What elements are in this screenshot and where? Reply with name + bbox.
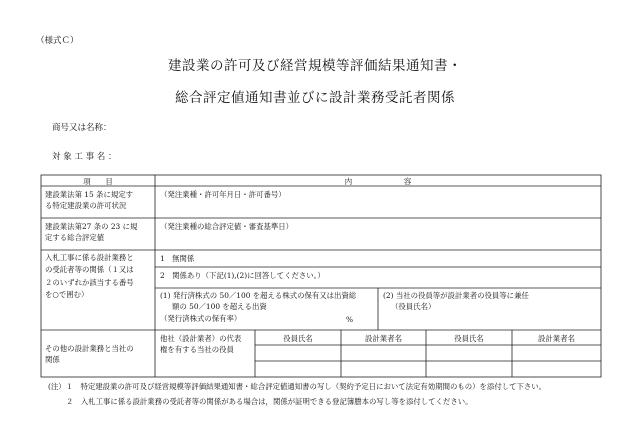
other-mid-label <box>160 333 241 356</box>
other-mid-line2: 権を有する当社の役員 <box>160 345 234 355</box>
page-title-line1: 建設業の許可及び経営規模等評価結果通知書・ <box>168 58 462 74</box>
relationship-option-2[interactable]: 2 関係あり（下記(1),(2)に回答してください。） <box>160 271 325 280</box>
permit-content: （発注業種・許可年月日・許可番号） <box>160 190 286 199</box>
relationship-option-1[interactable]: 1 無関係 <box>160 254 195 263</box>
relationship-label-line2: の受託者等の関係（１又は <box>45 265 134 275</box>
note-2: ２ 入札工事に係る設計業務の受託者等の関係がある場合は，関係が証明できる登記簿謄本の写し等を添付してください。 <box>66 397 473 406</box>
other-col-designer-2: 設計業者名 <box>538 334 575 343</box>
other-mid-line1: 他社（設計業者）の代表 <box>160 334 242 343</box>
page-title-line2: 総合評定値通知書並びに設計業務受託者関係 <box>175 90 455 106</box>
relationship-label-line4: を○で囲む） <box>45 290 89 300</box>
sub1-line2: 額の 50／100 を超える出資 <box>172 302 267 312</box>
other-label <box>45 343 134 366</box>
relationship-label-line3: ２のいずれか該当する番号 <box>45 277 134 287</box>
form-label: （様式Ｃ） <box>36 36 79 46</box>
relationship-sub2 <box>383 290 529 313</box>
project-name-label: 対 象 工 事 名 ： <box>52 152 117 162</box>
relationship-sub1 <box>160 290 356 324</box>
evaluation-label-line1: 建設業法第27 条の 23 に規 <box>45 222 138 231</box>
evaluation-label <box>45 221 137 244</box>
relationship-label <box>45 252 134 302</box>
sub2-line2: （役員氏名） <box>391 302 436 312</box>
evaluation-label-line2: 定する総合評定値 <box>45 233 105 243</box>
sub1-line3: （発行済株式の保有率） <box>160 313 242 323</box>
sub1-percent: % <box>346 315 354 324</box>
other-col-designer-1: 設計業者名 <box>365 334 402 343</box>
company-name-label: 商号又は名称： <box>52 123 112 133</box>
header-item: 項 目 <box>83 177 113 186</box>
other-col-officer-1: 役員氏名 <box>283 334 313 343</box>
sub2-line1: (2) 当社の役員等が設計業者の役員等に兼任 <box>383 291 529 300</box>
note-1: (注）１ 特定建設業の許可及び経営規模等評価結果通知書・総合評定値通知書の写し（契約予定日において法定有効期間のもの）を添付して下さい。 <box>48 382 547 391</box>
relationship-label-line1: 入札工事に係る設計業務と <box>45 253 134 262</box>
other-col-officer-2: 役員氏名 <box>454 334 484 343</box>
permit-label-line1: 建設業法第 15 条に規定す <box>45 190 134 199</box>
other-label-line1: その他の設計業務と当社の <box>45 344 134 353</box>
header-content: 内 容 <box>344 177 412 186</box>
other-label-line2: 関係 <box>45 355 60 365</box>
evaluation-content: （発注業種の総合評定値・審査基準日） <box>160 222 294 231</box>
permit-label <box>45 189 133 212</box>
sub1-line1: (1) 発行済株式の 50／100 を超える株式の保有又は出資総 <box>160 291 357 300</box>
permit-label-line2: る特定建設業の許可状況 <box>45 201 127 211</box>
